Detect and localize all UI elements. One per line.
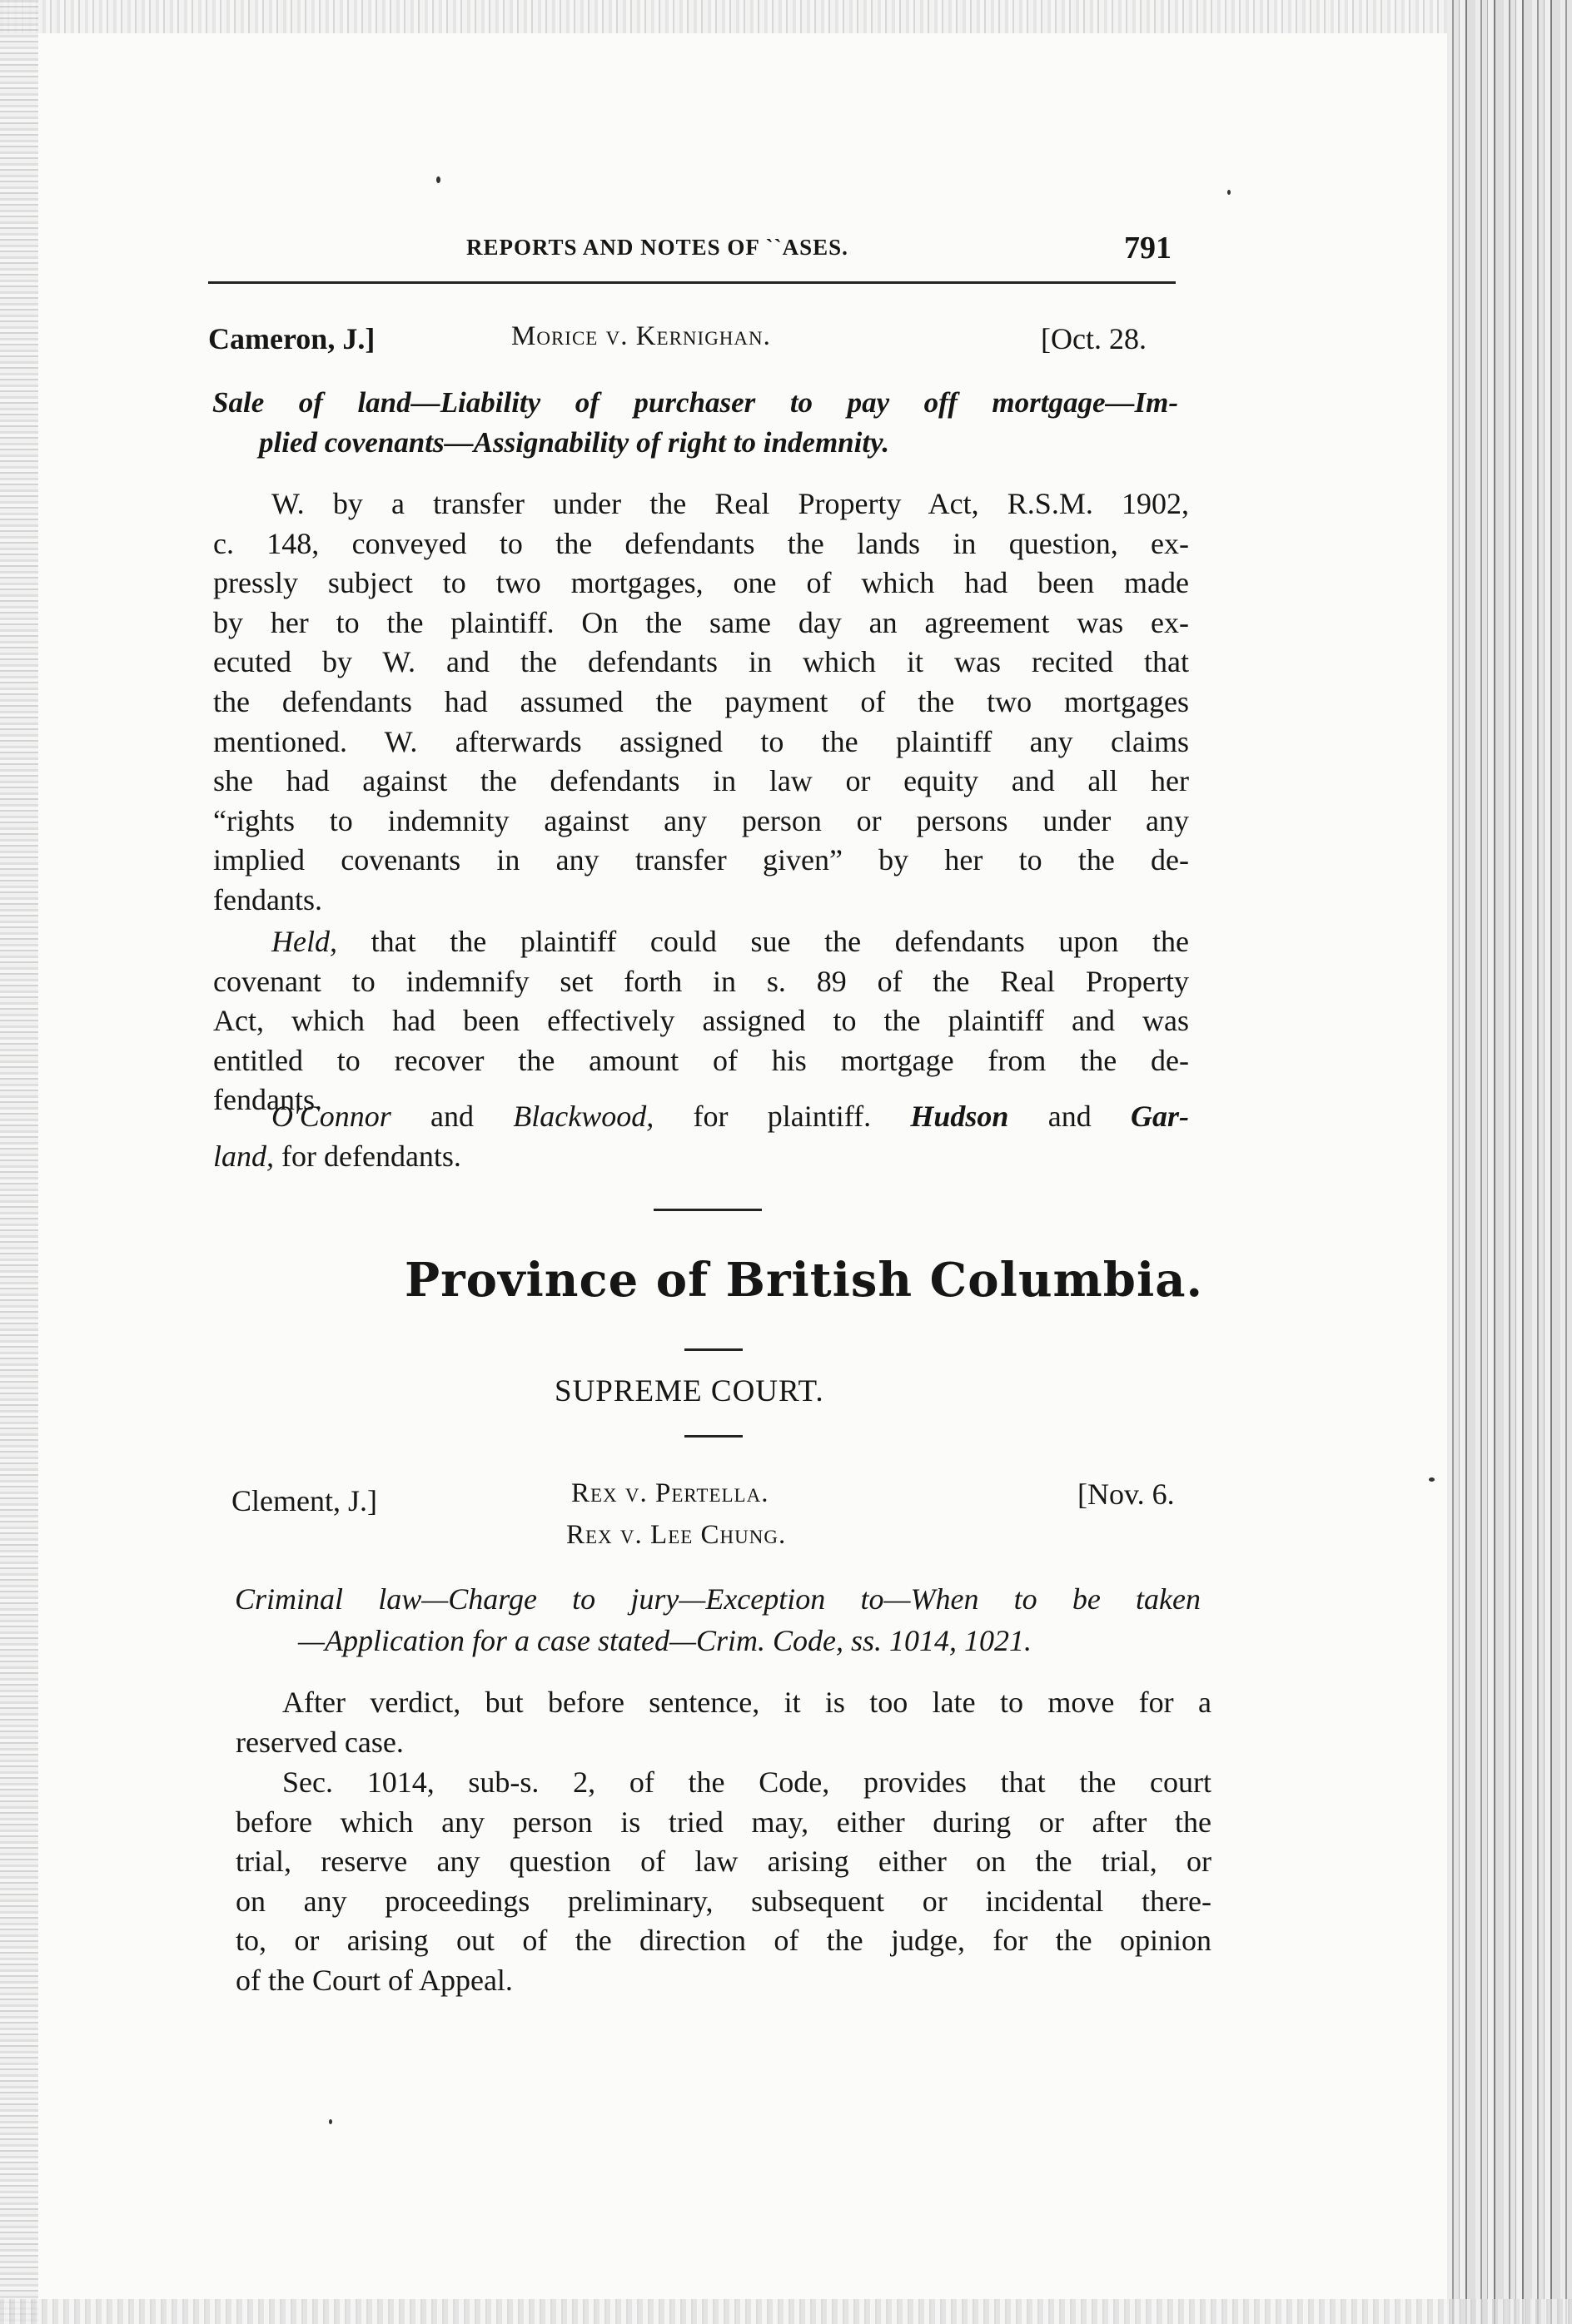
speck (1429, 1477, 1435, 1482)
case2-body (236, 1683, 1211, 1762)
body-line: “rights to indemnity against any person or persons under any (213, 803, 1189, 837)
body-line: she had against the defendants in law or equity and all her (213, 764, 1189, 798)
case2-body (236, 1763, 1211, 2001)
catchword-line: Sale of land—Liability of purchaser to pay off mortgage—Im- (212, 386, 1178, 419)
section-rule (654, 1209, 762, 1211)
held-line: covenant to indemnify set forth in s. 89 of the Real Property (213, 964, 1189, 998)
counsel-text: and (391, 1100, 514, 1133)
case2-judge: Clement, J.] (231, 1484, 377, 1517)
case2-date: [Nov. 6. (1077, 1477, 1175, 1511)
counsel-text: for defendants. (274, 1139, 461, 1173)
province-heading: Province of British Columbia. (405, 1253, 1204, 1308)
counsel-text: for plaintiff. (654, 1100, 911, 1133)
scan-edge-bottom (0, 2299, 1572, 2324)
case2-catchwords (235, 1578, 1201, 1661)
held-line: entitled to recover the amount of his mortgage from the de- (213, 1043, 1189, 1077)
catchword-line: Criminal law—Charge to jury—Exception to—When to be taken (235, 1582, 1201, 1616)
scan-edge-top (0, 0, 1572, 33)
case2-title: Rex v. Pertella. (571, 1478, 769, 1508)
case1-held (213, 922, 1189, 1120)
counsel-name: O'Connor (271, 1100, 391, 1133)
held-word: Held, (271, 925, 337, 958)
speck (436, 176, 440, 183)
header-rule (208, 281, 1176, 284)
speck (329, 2119, 332, 2124)
body-line: W. by a transfer under the Real Property Act, R.S.M. 1902, (271, 487, 1189, 520)
body-line: implied covenants in any transfer given” by her to the de- (213, 843, 1189, 877)
case2-title: Rex v. Lee Chung. (566, 1520, 787, 1550)
running-head: REPORTS AND NOTES OF ⁠`⁠`ASES. (466, 235, 848, 260)
case1-counsel (213, 1097, 1189, 1176)
body-line: pressly subject to two mortgages, one of which had been made (213, 566, 1189, 600)
held-line: Act, which had been effectively assigned to the plaintiff and was (213, 1004, 1189, 1038)
scan-edge-left (0, 0, 38, 2324)
body-line: reserved case. (236, 1725, 404, 1759)
body-line: mentioned. W. afterwards assigned to the plaintiff any claims (213, 724, 1189, 758)
catchword-line: —Application for a case stated—Crim. Code, ss. 1014, 1021. (298, 1624, 1032, 1657)
case1-date: [Oct. 28. (1041, 322, 1147, 355)
body-line: to, or arising out of the direction of the judge, for the opinion (236, 1924, 1211, 1958)
body-line: fendants. (213, 882, 322, 916)
court-heading: SUPREME COURT. (555, 1374, 824, 1408)
body-line: the defendants had assumed the payment of the two mortgages (213, 684, 1189, 718)
catchword-line: plied covenants—Assignability of right to indemnity. (259, 426, 890, 459)
body-line: c. 148, conveyed to the defendants the lands in question, ex- (213, 526, 1189, 560)
body-line: After verdict, but before sentence, it is too late to move for a (282, 1686, 1211, 1719)
counsel-name: Blackwood, (513, 1100, 654, 1133)
body-line: on any proceedings preliminary, subsequent or incidental there- (236, 1884, 1211, 1918)
body-line: Sec. 1014, sub-s. 2, of the Code, provides that the court (282, 1765, 1211, 1799)
held-text: that the plaintiff could sue the defendants upon the (336, 925, 1189, 958)
case1-catchwords (212, 383, 1178, 463)
counsel-name: Hudson (910, 1100, 1009, 1133)
section-rule (684, 1348, 743, 1351)
held-line: fendants. (213, 1083, 322, 1117)
case1-judge: Cameron, J.] (208, 322, 376, 355)
counsel-name: land, (213, 1139, 275, 1173)
scan-edge-right (1447, 0, 1572, 2324)
counsel-text: and (1008, 1100, 1131, 1133)
case1-body (213, 484, 1189, 921)
counsel-line (213, 1097, 1189, 1137)
section-rule (684, 1435, 743, 1438)
body-line: trial, reserve any question of law arising either on the trial, or (236, 1845, 1211, 1879)
body-line: of the Court of Appeal. (236, 1963, 513, 1997)
page-number: 791 (1124, 231, 1172, 266)
case1-title: Morice v. Kernighan. (511, 321, 771, 351)
speck (1227, 190, 1231, 195)
body-line: ecuted by W. and the defendants in which it was recited that (213, 645, 1189, 679)
counsel-name: Gar- (1130, 1100, 1189, 1133)
body-line: by her to the plaintiff. On the same day an agreement was ex- (213, 605, 1189, 639)
body-line: before which any person is tried may, either during or after the (236, 1805, 1211, 1839)
counsel-line (213, 1137, 1189, 1177)
held-line (213, 922, 1189, 962)
